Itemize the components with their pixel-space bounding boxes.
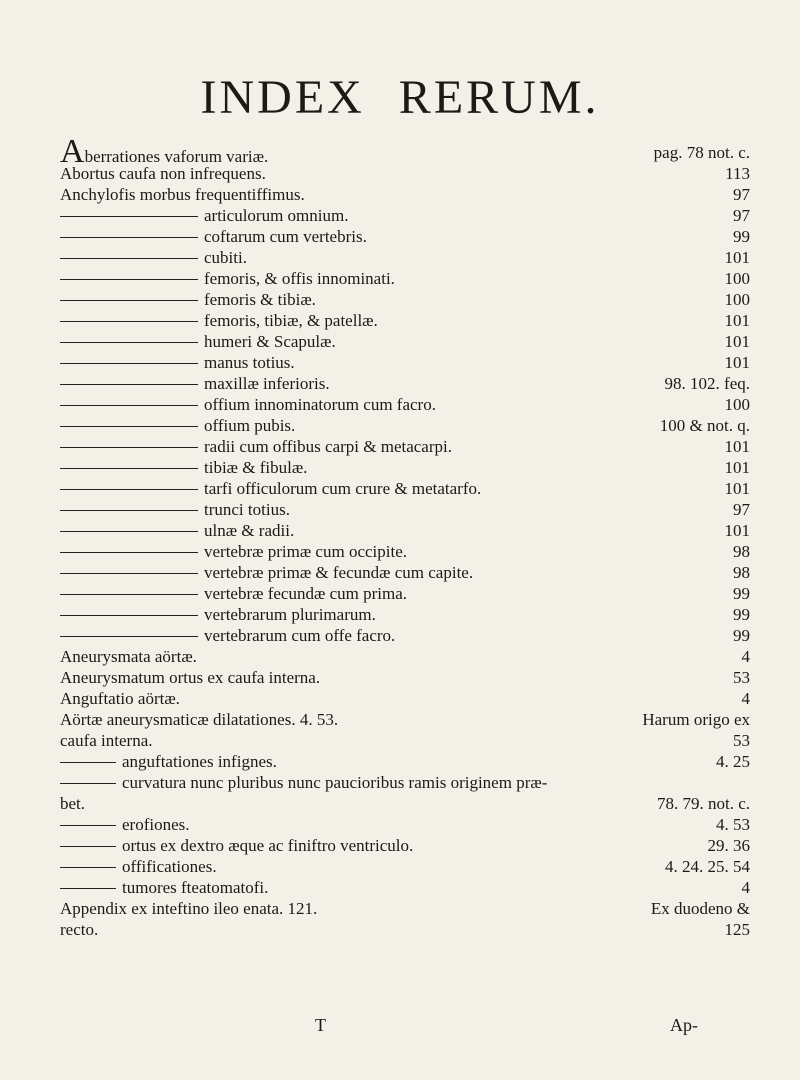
entry-text: trunci totius. — [204, 500, 290, 519]
entry-text: articulorum omnium. — [204, 206, 349, 225]
entry-text: vertebræ primæ cum occipite. — [204, 542, 407, 561]
entry-text: offium pubis. — [204, 416, 296, 435]
entry-page-reference: Harum origo ex — [642, 710, 750, 729]
entry-text: caufa interna. — [60, 731, 153, 750]
signature-mark: T — [315, 1015, 326, 1035]
index-entry — [60, 583, 750, 605]
entry-text: vertebræ primæ & fecundæ cum capite. — [204, 563, 474, 582]
entry-text: tibiæ & fibulæ. — [204, 458, 308, 477]
index-entry — [60, 835, 750, 857]
entry-page-reference: 99 — [733, 584, 750, 603]
entry-page-reference: 101 — [724, 353, 750, 372]
ditto-rule — [60, 216, 198, 217]
entry-text: coftarum cum vertebris. — [204, 227, 367, 246]
index-entry — [60, 898, 750, 920]
entry-page-reference: 99 — [733, 626, 750, 645]
entry-page-reference: 100 & not. q. — [659, 416, 750, 435]
drop-cap-initial: A — [60, 133, 85, 170]
entry-page-reference: 101 — [724, 437, 750, 456]
entry-text: maxillæ inferioris. — [204, 374, 330, 393]
entry-text: femoris & tibiæ. — [204, 290, 316, 309]
index-entry — [60, 226, 750, 248]
entry-text: ortus ex dextro æque ac finiftro ventriculo. — [122, 836, 414, 855]
index-entry — [60, 394, 750, 416]
index-entry — [60, 562, 750, 584]
entry-page-reference: 101 — [724, 311, 750, 330]
entry-text: curvatura nunc pluribus nunc paucioribus ramis originem præ- — [122, 773, 548, 792]
index-entry — [60, 457, 750, 479]
index-entry — [60, 478, 750, 500]
index-entry — [60, 499, 750, 521]
entry-page-reference: 99 — [733, 605, 750, 624]
entry-page-reference: 98 — [733, 542, 750, 561]
entry-page-reference: 101 — [724, 248, 750, 267]
entry-text: offificationes. — [122, 857, 217, 876]
entry-text: vertebræ fecundæ cum prima. — [204, 584, 407, 603]
index-entry — [60, 814, 750, 836]
index-entry — [60, 856, 750, 878]
ditto-rule — [60, 258, 198, 259]
ditto-rule — [60, 573, 198, 574]
ditto-rule — [60, 594, 198, 595]
title-word-rerum: RERUM. — [398, 71, 600, 124]
entry-page-reference: 4. 25 — [716, 752, 750, 771]
ditto-rule — [60, 447, 198, 448]
entry-page-reference: 99 — [733, 227, 750, 246]
title-word-index: INDEX — [200, 71, 365, 124]
entry-text: Appendix ex inteftino ileo enata. 121. — [60, 899, 318, 918]
index-entry — [60, 268, 750, 290]
catchword: Ap- — [670, 1015, 698, 1035]
entry-page-reference: 101 — [724, 479, 750, 498]
index-entry — [60, 730, 750, 752]
entry-page-reference: 78. 79. not. c. — [656, 794, 750, 813]
ditto-rule — [60, 237, 198, 238]
index-entry — [60, 373, 750, 395]
entry-page-reference: 113 — [725, 164, 750, 183]
ditto-rule — [60, 468, 198, 469]
ditto-rule — [60, 426, 198, 427]
ditto-rule — [60, 363, 198, 364]
ditto-rule — [60, 384, 198, 385]
entry-text: recto. — [60, 920, 99, 939]
ditto-rule — [60, 405, 198, 406]
index-entry — [60, 667, 750, 689]
entry-text: tumores fteatomatofi. — [122, 878, 269, 897]
index-entry — [60, 646, 750, 668]
entry-text: ulnæ & radii. — [204, 521, 295, 540]
ditto-rule — [60, 825, 116, 826]
index-entry — [60, 289, 750, 311]
ditto-rule — [60, 762, 116, 763]
ditto-rule — [60, 342, 198, 343]
entry-page-reference: 100 — [724, 395, 750, 414]
entry-page-reference: 4 — [741, 689, 750, 708]
entry-page-reference: 97 — [733, 206, 750, 225]
index-entry — [60, 520, 750, 542]
entry-page-reference: 97 — [733, 500, 750, 519]
index-entry — [60, 205, 750, 227]
entry-page-reference: 53 — [733, 668, 750, 687]
entry-text: anguftationes infignes. — [122, 752, 277, 771]
entry-text: Anguftatio aörtæ. — [60, 689, 180, 708]
ditto-rule — [60, 300, 198, 301]
index-entry — [60, 436, 750, 458]
ditto-rule — [60, 846, 116, 847]
index-entry — [60, 877, 750, 899]
index-entry — [60, 625, 750, 647]
entry-text: Aörtæ aneurysmaticæ dilatationes. 4. 53. — [60, 710, 339, 729]
index-entry — [60, 133, 750, 170]
entry-page-reference: 4. 53 — [716, 815, 750, 834]
entry-page-reference: 98. 102. feq. — [664, 374, 750, 393]
index-entry — [60, 919, 750, 941]
entry-page-reference: 101 — [724, 332, 750, 351]
entry-page-reference: 100 — [724, 269, 750, 288]
index-entry — [60, 709, 750, 731]
entry-text: tarfi officulorum cum crure & metatarfo. — [204, 479, 482, 498]
entry-page-reference: 29. 36 — [707, 836, 750, 855]
entry-page-reference: pag. 78 not. c. — [653, 143, 750, 162]
entry-page-reference: 53 — [733, 731, 750, 750]
entry-page-reference: Ex duodeno & — [650, 899, 750, 918]
page-title — [0, 70, 800, 125]
ditto-rule — [60, 783, 116, 784]
entry-page-reference: 98 — [733, 563, 750, 582]
entry-text: femoris, & offis innominati. — [204, 269, 395, 288]
entry-text: bet. — [60, 794, 86, 813]
ditto-rule — [60, 636, 198, 637]
entry-page-reference: 97 — [733, 185, 750, 204]
entry-page-reference: 4. 24. 25. 54 — [665, 857, 750, 876]
index-entry — [60, 310, 750, 332]
index-entry — [60, 352, 750, 374]
index-entry — [60, 331, 750, 353]
entry-text: manus totius. — [204, 353, 295, 372]
entry-page-reference: 4 — [741, 647, 750, 666]
index-entry — [60, 688, 750, 710]
index-entry — [60, 541, 750, 563]
index-entry — [60, 184, 750, 206]
entry-text: berrationes vaforum variæ. — [84, 147, 269, 166]
entry-text: Aneurysmata aörtæ. — [60, 647, 197, 666]
ditto-rule — [60, 531, 198, 532]
entry-text: cubiti. — [204, 248, 247, 267]
entry-text: erofiones. — [122, 815, 190, 834]
index-entry — [60, 415, 750, 437]
entry-text: Aneurysmatum ortus ex caufa interna. — [60, 668, 321, 687]
entry-text: vertebrarum plurimarum. — [204, 605, 376, 624]
entry-page-reference: 101 — [724, 458, 750, 477]
ditto-rule — [60, 510, 198, 511]
entry-text: humeri & Scapulæ. — [204, 332, 336, 351]
entry-page-reference: 125 — [724, 920, 750, 939]
ditto-rule — [60, 489, 198, 490]
ditto-rule — [60, 867, 116, 868]
entry-text: femoris, tibiæ, & patellæ. — [204, 311, 378, 330]
entry-text: Abortus caufa non infrequens. — [60, 164, 266, 183]
entry-page-reference: 4 — [741, 878, 750, 897]
ditto-rule — [60, 279, 198, 280]
index-entry — [60, 772, 750, 794]
entry-page-reference: 100 — [724, 290, 750, 309]
entry-page-reference: 101 — [724, 521, 750, 540]
entry-text: offium innominatorum cum facro. — [204, 395, 436, 414]
index-entry — [60, 163, 750, 185]
index-entry — [60, 751, 750, 773]
entry-text: Anchylofis morbus frequentiffimus. — [60, 185, 305, 204]
ditto-rule — [60, 321, 198, 322]
index-entry — [60, 793, 750, 815]
index-entry — [60, 604, 750, 626]
entry-text: radii cum offibus carpi & metacarpi. — [204, 437, 452, 456]
ditto-rule — [60, 888, 116, 889]
index-entry — [60, 247, 750, 269]
ditto-rule — [60, 552, 198, 553]
entry-text: vertebrarum cum offe facro. — [204, 626, 396, 645]
ditto-rule — [60, 615, 198, 616]
